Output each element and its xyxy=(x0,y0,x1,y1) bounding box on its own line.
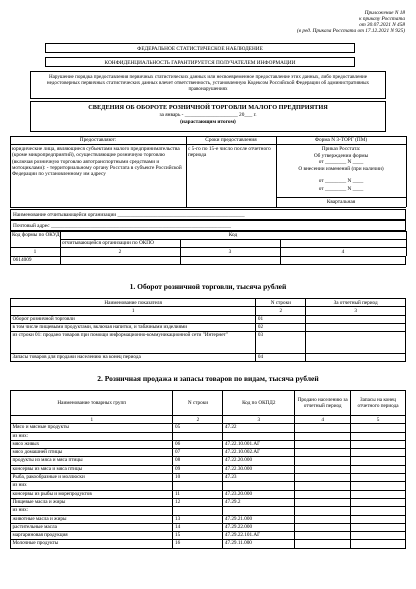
row-line: 13 xyxy=(173,515,223,523)
row-stock-input[interactable] xyxy=(351,440,406,448)
row-okpd-code xyxy=(223,482,295,490)
confidential-box xyxy=(45,57,355,67)
row-name: из строки 01: продано товаров при помощи информационно-коммуникационной сети "Интернет" xyxy=(11,332,256,354)
order-title: Приказ Росстата: xyxy=(321,146,361,152)
org-col1: 1 xyxy=(33,248,37,255)
deadline-head: Сроки предоставления xyxy=(205,137,257,143)
row-name: консервы из рыбы и морепродуктов xyxy=(11,490,173,498)
row-sold-input[interactable] xyxy=(295,432,351,440)
table-row xyxy=(11,323,406,331)
row-okpd-code: 47.29.11.000 xyxy=(223,540,295,548)
table-row xyxy=(11,490,406,498)
goods-num: 2 xyxy=(173,416,223,424)
okud-label: Код формы по ОКУД xyxy=(12,232,60,238)
row-stock-input[interactable] xyxy=(351,457,406,465)
turnover-header-period: За отчетный период xyxy=(306,299,406,307)
row-line: 15 xyxy=(173,532,223,540)
row-code: 02 xyxy=(256,323,306,331)
row-line: 09 xyxy=(173,465,223,473)
table-row xyxy=(11,440,406,448)
goods-header-row xyxy=(11,391,406,416)
appendix-line4: (в ред. Приказа Росстата от 17.12.2021 N 925) xyxy=(296,28,405,34)
title-box xyxy=(30,101,386,132)
section2-title: 2. Розничная продажа и запасы товаров по видам, тысяча рублей xyxy=(97,374,319,383)
provides-text: юридические лица, являющиеся субъектами малого предпринимательства (кроме микропредприятий), осуществляющие розничную торговлю (включая розничную торговлю автотранспортными средствами и мотоциклами): - территориальному органу Росстата в субъекте Российской Федерации по установленному им адресу xyxy=(12,146,182,178)
periodicity: Квартальная xyxy=(326,199,356,205)
row-sold-input[interactable] xyxy=(295,523,351,531)
goods-num: 4 xyxy=(295,416,351,424)
row-name: в том числе пищевыми продуктами, включая напитки, и табачными изделиями xyxy=(11,323,256,331)
row-okpd-code: 47.29.21.000 xyxy=(223,515,295,523)
table-row xyxy=(11,523,406,531)
row-stock-input[interactable] xyxy=(351,432,406,440)
table-row xyxy=(11,457,406,465)
order-line2: от ________ N ____ xyxy=(318,159,364,165)
table-row xyxy=(11,449,406,457)
row-name: животные масла и жиры xyxy=(11,515,173,523)
row-okpd-code: 47.23.20.000 xyxy=(223,490,295,498)
period-line: за январь - ____________________ 20___ г. xyxy=(159,112,257,118)
okud-value-row xyxy=(10,256,406,265)
row-sold-input[interactable] xyxy=(295,440,351,448)
goods-header-sold: Продано населению за отчетный период xyxy=(295,391,351,416)
row-line: 12 xyxy=(173,498,223,506)
org-col3: 3 xyxy=(228,248,232,255)
org-name-label: Наименование отчитывающейся организации ________________________________________________ xyxy=(13,212,245,218)
warning-box xyxy=(30,71,386,99)
row-sold-input[interactable] xyxy=(295,507,351,515)
row-stock-input[interactable] xyxy=(351,465,406,473)
table-row xyxy=(11,424,406,432)
row-sold-input[interactable] xyxy=(295,532,351,540)
org-address-label: Почтовый адрес ____________________________________________________________________ xyxy=(13,223,232,229)
row-name: Молочные продукты xyxy=(11,540,173,548)
row-okpd-code: 47.22.10.001.АГ xyxy=(223,440,295,448)
row-okpd-code: 47.22 xyxy=(223,424,295,432)
turnover-header-name: Наименование показателя xyxy=(11,299,256,307)
order-line1: Об утверждении формы xyxy=(313,152,369,159)
row-stock-input[interactable] xyxy=(351,424,406,432)
row-stock-input[interactable] xyxy=(351,490,406,498)
table-row xyxy=(11,432,406,440)
table-row xyxy=(11,315,406,323)
goods-num: 5 xyxy=(351,416,406,424)
row-line: 11 xyxy=(173,490,223,498)
row-sold-input[interactable] xyxy=(295,515,351,523)
row-name: из них: xyxy=(11,507,173,515)
row-value-input[interactable] xyxy=(306,332,406,354)
row-stock-input[interactable] xyxy=(351,507,406,515)
row-name: продукты из мяса и мяса птицы xyxy=(11,457,173,465)
order-line5: от ________ N ____ xyxy=(318,186,364,192)
row-sold-input[interactable] xyxy=(295,449,351,457)
goods-header-okpd: Код по ОКПД2 xyxy=(223,391,295,416)
turnover-num: 2 xyxy=(256,307,306,315)
table-row xyxy=(11,332,406,354)
row-sold-input[interactable] xyxy=(295,474,351,482)
okpo-label: отчитывающейся организации по ОКПО xyxy=(62,240,154,246)
order-line4: от ________ N ____ xyxy=(318,178,364,184)
confidential-title: КОНФИДЕНЦИАЛЬНОСТЬ ГАРАНТИРУЕТСЯ ПОЛУЧАТЕЛЕМ ИНФОРМАЦИИ xyxy=(104,59,296,66)
goods-num: 3 xyxy=(223,416,295,424)
row-name: Запасы товаров для продажи населению на конец периода xyxy=(11,354,256,362)
period-sub: (нарастающим итогом) xyxy=(180,119,236,125)
row-line xyxy=(173,482,223,490)
row-okpd-code: 47.22.10.002.АГ xyxy=(223,449,295,457)
table-row xyxy=(11,515,406,523)
goods-header-stock: Запасы на конец отчетного периода xyxy=(351,391,406,416)
row-name: Мясо и мясные продукты xyxy=(11,424,173,432)
row-code: 04 xyxy=(256,354,306,362)
row-line xyxy=(173,507,223,515)
turnover-header-line: N строки xyxy=(256,299,306,307)
row-line: 10 xyxy=(173,474,223,482)
form-head: Форма N 3-ТОРГ (ПМ) xyxy=(314,137,368,143)
org-name-box xyxy=(10,209,406,220)
table-row xyxy=(11,498,406,506)
row-stock-input[interactable] xyxy=(351,449,406,457)
row-name: растительные масла xyxy=(11,523,173,531)
row-line: 05 xyxy=(173,424,223,432)
federal-title: ФЕДЕРАЛЬНОЕ СТАТИСТИЧЕСКОЕ НАБЛЮДЕНИЕ xyxy=(137,45,263,52)
row-value-input[interactable] xyxy=(306,315,406,323)
turnover-num-row xyxy=(11,307,406,315)
table-row xyxy=(11,465,406,473)
goods-num: 1 xyxy=(11,416,173,424)
org-col2: 2 xyxy=(118,248,122,255)
row-value-input[interactable] xyxy=(306,323,406,331)
warning-text: Нарушение порядка предоставления первичных статистических данных или несвоевременное предоставление этих данных, либо предоставление недостоверных первичных статистических данных влечет ответственность, установленную Кодексом Российской Федерации об административных правонарушениях xyxy=(46,74,370,93)
row-name: Пищевые масла и жиры xyxy=(11,498,173,506)
row-sold-input[interactable] xyxy=(295,490,351,498)
row-stock-input[interactable] xyxy=(351,498,406,506)
row-sold-input[interactable] xyxy=(295,482,351,490)
form-title: СВЕДЕНИЯ ОБ ОБОРОТЕ РОЗНИЧНОЙ ТОРГОВЛИ МАЛОГО ПРЕДПРИЯТИЯ xyxy=(88,103,328,111)
org-col4: 4 xyxy=(341,248,345,255)
row-line: 06 xyxy=(173,440,223,448)
row-line: 16 xyxy=(173,540,223,548)
table-row xyxy=(11,532,406,540)
row-line xyxy=(173,432,223,440)
row-code: 03 xyxy=(256,332,306,354)
goods-num-row xyxy=(11,416,406,424)
org-address-box xyxy=(10,220,406,231)
row-stock-input[interactable] xyxy=(351,532,406,540)
row-stock-input[interactable] xyxy=(351,474,406,482)
row-line: 07 xyxy=(173,449,223,457)
row-sold-input[interactable] xyxy=(295,540,351,548)
table-row xyxy=(11,507,406,515)
okud-value: 0614009 xyxy=(13,257,32,263)
row-name: мясо домашней птицы xyxy=(11,449,173,457)
row-stock-input[interactable] xyxy=(351,540,406,548)
turnover-num: 1 xyxy=(11,307,256,315)
row-name: из них: xyxy=(11,432,173,440)
row-sold-input[interactable] xyxy=(295,457,351,465)
goods-header-line: N строки xyxy=(173,391,223,416)
section1-title: 1. Оборот розничной торговли, тысяча рублей xyxy=(129,282,287,291)
row-name: Оборот розничной торговли xyxy=(11,315,256,323)
row-okpd-code xyxy=(223,507,295,515)
goods-header-name: Наименование товарных групп xyxy=(11,391,173,416)
row-sold-input[interactable] xyxy=(295,498,351,506)
row-code: 01 xyxy=(256,315,306,323)
table-row xyxy=(11,540,406,548)
row-okpd-code xyxy=(223,432,295,440)
goods-table xyxy=(10,390,406,549)
row-sold-input[interactable] xyxy=(295,465,351,473)
appendix-line3: от 30.07.2021 N 458 xyxy=(359,22,405,28)
provides-head: Предоставляют: xyxy=(79,137,117,143)
table-row xyxy=(11,354,406,362)
row-name: маргариновая продукция xyxy=(11,532,173,540)
row-line: 08 xyxy=(173,457,223,465)
row-okpd-code: 47.22.30.000 xyxy=(223,465,295,473)
appendix-line2: к приказу Росстата xyxy=(359,16,405,22)
table-row xyxy=(11,474,406,482)
row-stock-input[interactable] xyxy=(351,515,406,523)
table-row xyxy=(11,482,406,490)
row-line: 14 xyxy=(173,523,223,531)
row-name: Рыба, ракообразные и моллюски xyxy=(11,474,173,482)
appendix-line1: Приложение N 18 xyxy=(364,10,405,16)
order-line3: О внесении изменений (при наличии) xyxy=(298,165,384,172)
row-name: консервы из мяса и мяса птицы xyxy=(11,465,173,473)
row-okpd-code: 47.29.22.000 xyxy=(223,523,295,531)
code-label: Код xyxy=(228,232,238,238)
federal-box xyxy=(45,43,355,53)
row-okpd-code: 47.29.2 xyxy=(223,498,295,506)
row-name: из них xyxy=(11,482,173,490)
row-okpd-code: 47.23 xyxy=(223,474,295,482)
row-stock-input[interactable] xyxy=(351,482,406,490)
turnover-num: 3 xyxy=(306,307,406,315)
turnover-table xyxy=(10,298,406,362)
row-okpd-code: 47.22.20.000 xyxy=(223,457,295,465)
row-name: мясо живых xyxy=(11,440,173,448)
turnover-header-row xyxy=(11,299,406,307)
row-stock-input[interactable] xyxy=(351,523,406,531)
row-value-input[interactable] xyxy=(306,354,406,362)
row-okpd-code: 47.29.22.101.АГ xyxy=(223,532,295,540)
row-sold-input[interactable] xyxy=(295,424,351,432)
deadline-text: с 5-го по 15-е число после отчетного периода xyxy=(188,146,271,159)
